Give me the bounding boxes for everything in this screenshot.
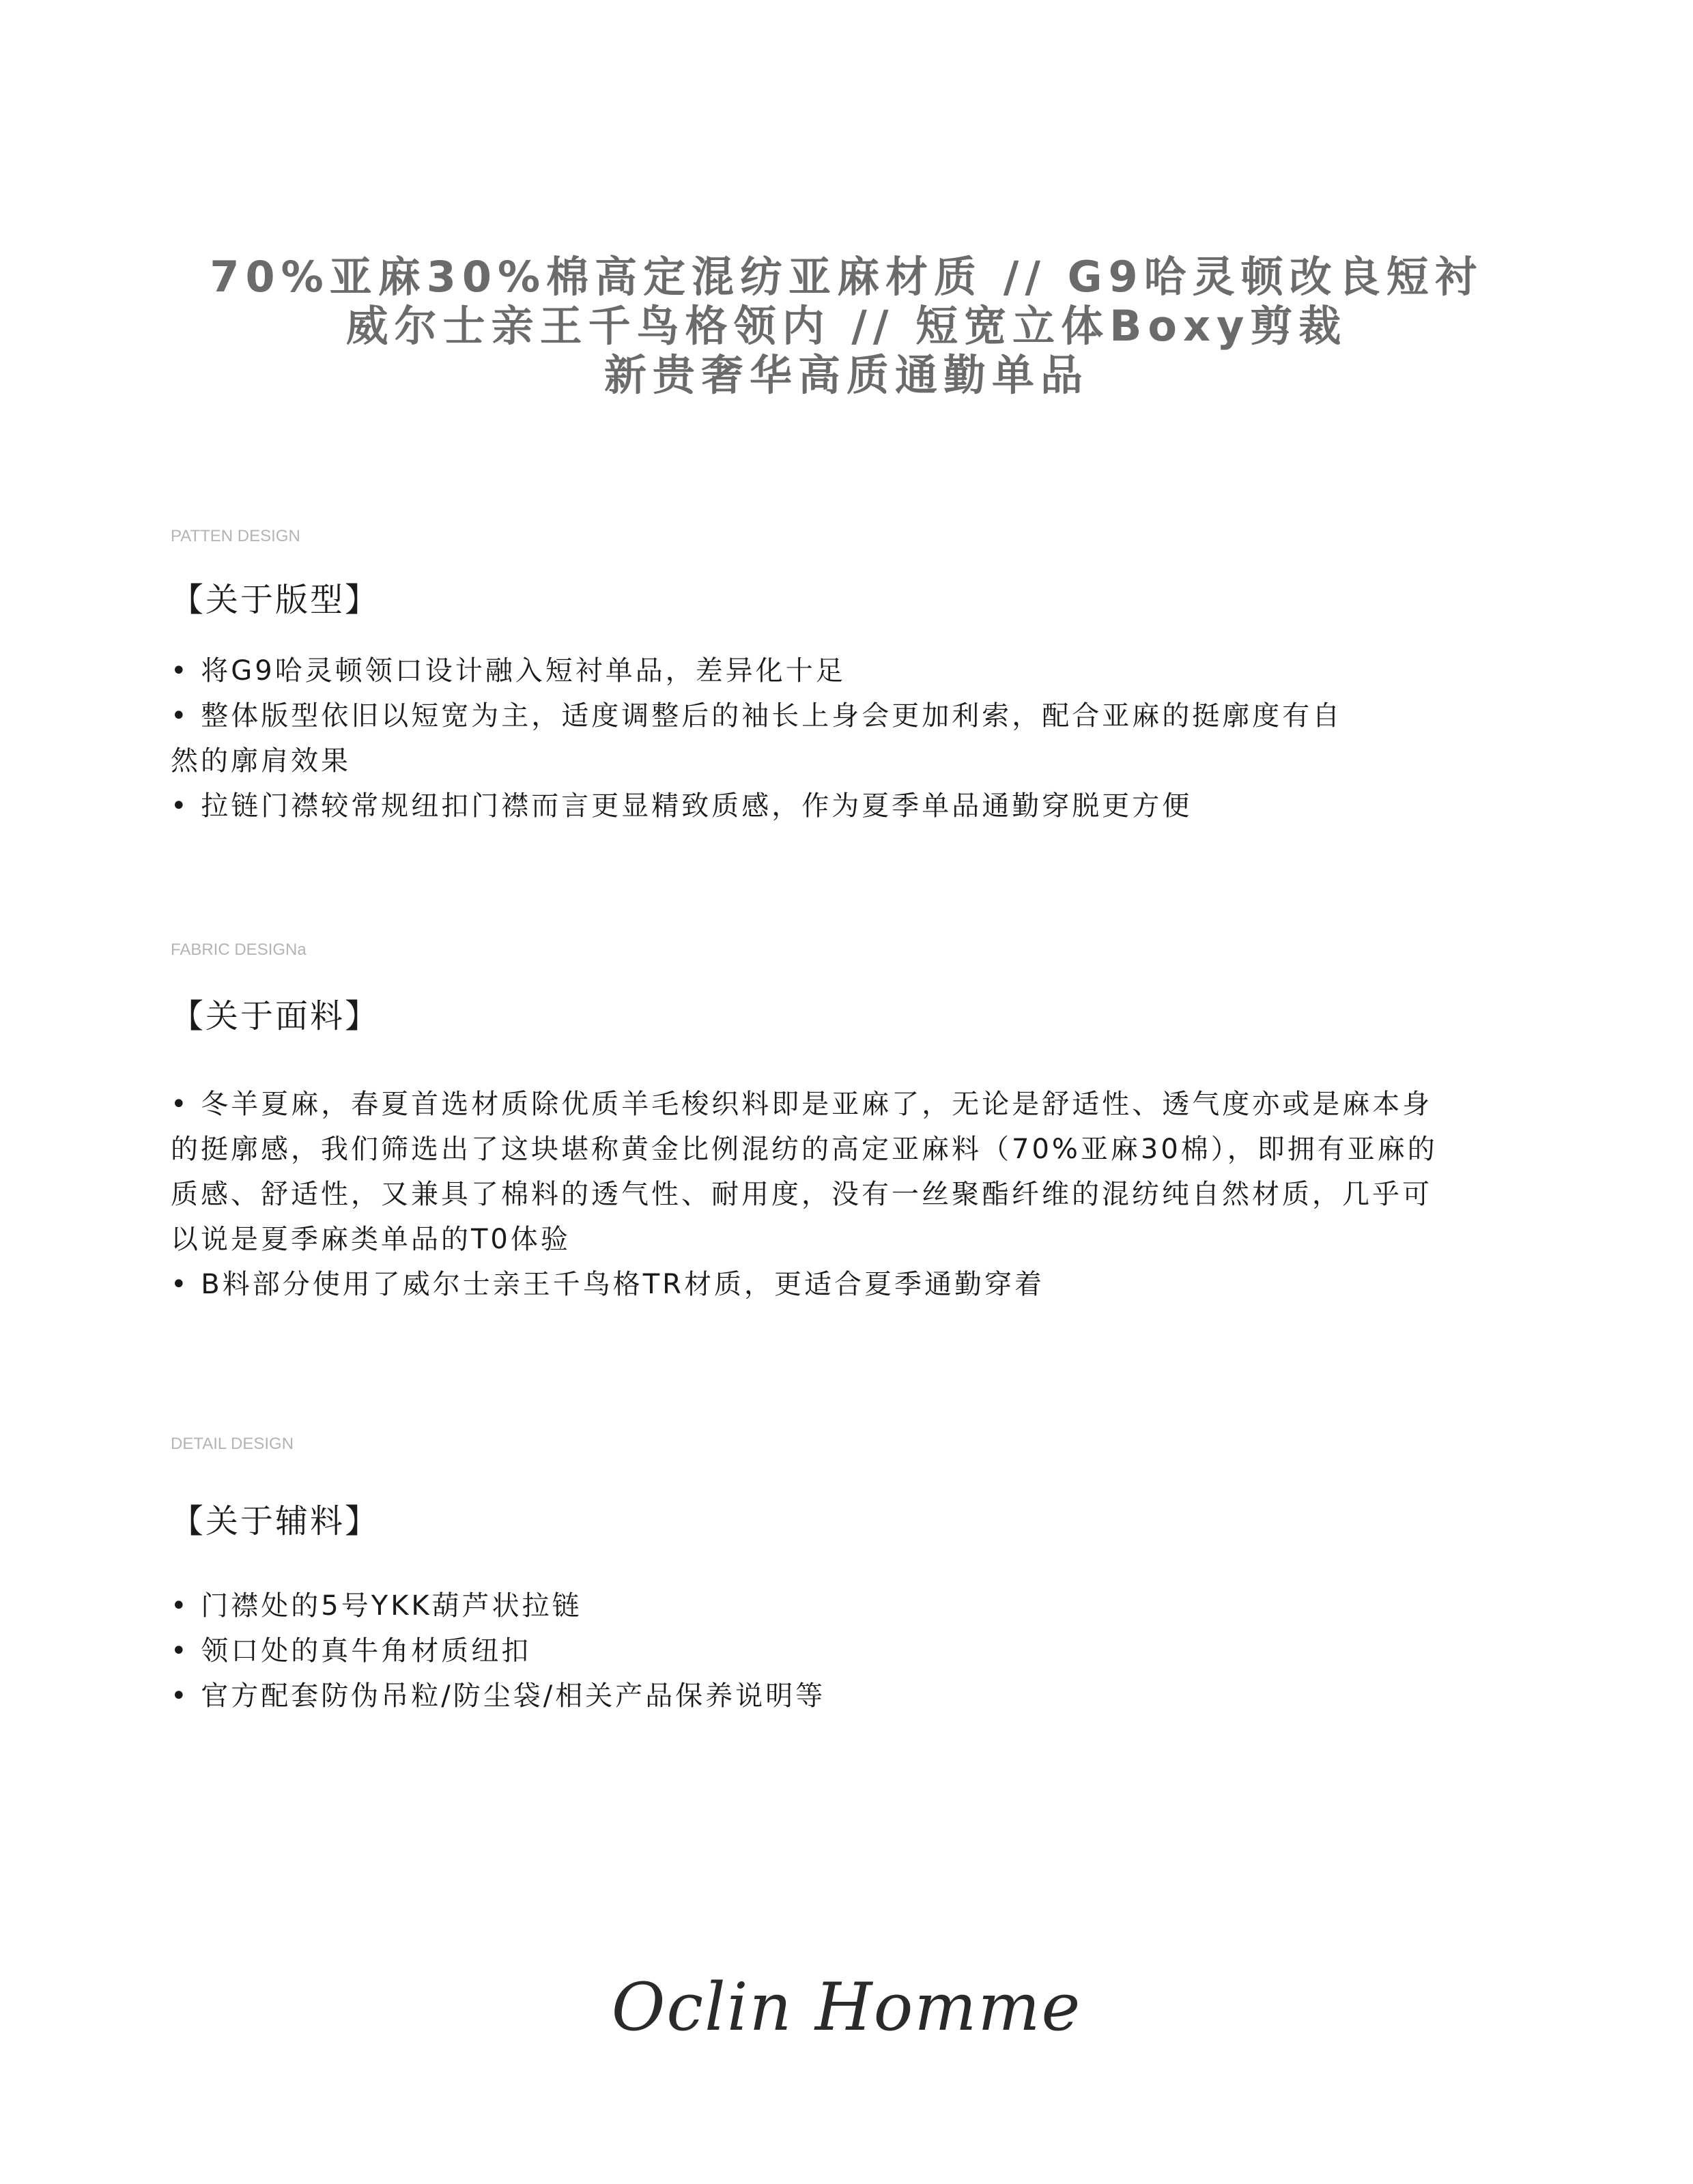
- body-line: • 领口处的真牛角材质纽扣: [171, 1635, 532, 1667]
- body-line: • B料部分使用了威尔士亲王千鸟格TR材质，更适合夏季通勤穿着: [171, 1269, 1044, 1300]
- body-line: • 冬羊夏麻，春夏首选材质除优质羊毛梭织料即是亚麻了，无论是舒适性、透气度亦或是麻本身: [171, 1089, 1433, 1120]
- section-label-fabric: FABRIC DESIGNa: [171, 940, 307, 959]
- section-label-detail: DETAIL DESIGN: [171, 1435, 294, 1453]
- body-line: • 拉链门襟较常规纽扣门襟而言更显精致质感，作为夏季单品通勤穿脱更方便: [171, 790, 1193, 822]
- section-heading-pattern: 【关于版型】: [171, 581, 380, 619]
- page-title: [0, 253, 1693, 400]
- body-line: • 官方配套防伪吊粒/防尘袋/相关产品保养说明等: [171, 1680, 826, 1712]
- brand-signature: Oclin Homme: [611, 1969, 1082, 2045]
- section-body-fabric: [171, 1082, 1536, 1307]
- body-line: • 整体版型依旧以短宽为主，适度调整后的袖长上身会更加利索，配合亚麻的挺廓度有自: [171, 700, 1343, 732]
- section-heading-detail: 【关于辅料】: [171, 1502, 380, 1540]
- title-line-3: 新贵奢华高质通勤单品: [603, 350, 1089, 400]
- title-line-2: 威尔士亲王千鸟格领内 // 短宽立体Boxy剪裁: [345, 301, 1348, 351]
- body-line: 的挺廓感，我们筛选出了这块堪称黄金比例混纺的高定亚麻料（70%亚麻30棉），即拥有亚麻的: [171, 1134, 1438, 1165]
- title-line-1: 70%亚麻30%棉高定混纺亚麻材质 // G9哈灵顿改良短衬: [210, 252, 1483, 302]
- section-body-detail: [171, 1583, 1536, 1719]
- section-body-pattern: [171, 648, 1536, 829]
- section-heading-fabric: 【关于面料】: [171, 997, 380, 1035]
- body-line: 质感、舒适性，又兼具了棉料的透气性、耐用度，没有一丝聚酯纤维的混纺纯自然材质，几乎可: [171, 1179, 1432, 1210]
- body-line: • 门襟处的5号YKK葫芦状拉链: [171, 1590, 582, 1622]
- section-label-pattern: PATTEN DESIGN: [171, 527, 300, 545]
- body-line: 以说是夏季麻类单品的T0体验: [171, 1224, 571, 1255]
- body-line: • 将G9哈灵顿领口设计融入短衬单品，差异化十足: [171, 655, 846, 687]
- body-line: 然的廓肩效果: [171, 745, 351, 777]
